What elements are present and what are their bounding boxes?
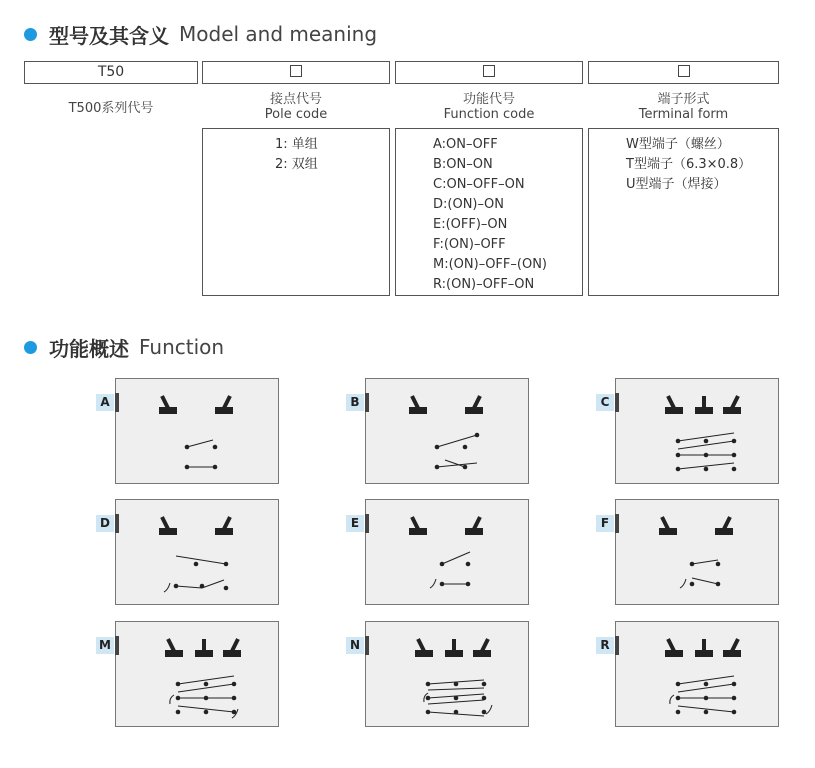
field-label-function-zh: 功能代号	[462, 92, 515, 107]
toggle-switch-icon	[165, 639, 183, 657]
bullet-dot-icon	[24, 28, 37, 41]
toggle-switch-icon	[409, 517, 427, 535]
placeholder-square-icon	[678, 65, 690, 77]
return-arrow-icon	[486, 705, 492, 714]
return-arrow-icon	[164, 583, 170, 592]
series-code: T50	[97, 64, 125, 80]
contact-line	[176, 586, 202, 588]
diagram-letter-tag: M	[96, 637, 114, 654]
contact-dot	[704, 710, 709, 715]
toggle-switch-icon	[445, 639, 463, 657]
contact-dot	[204, 710, 209, 715]
diagram-letter-tag: B	[346, 394, 364, 411]
toggle-switch-icon	[659, 517, 677, 535]
toggle-switch-icon	[465, 517, 483, 535]
field-label-terminal	[588, 92, 779, 122]
bullet-dot-icon	[24, 341, 37, 354]
field-label-terminal-en: Terminal form	[638, 107, 729, 122]
diagram-letter-tag: N	[346, 637, 364, 654]
diagram-panel-f	[600, 499, 779, 605]
toggle-switch-icon	[409, 396, 427, 414]
switch-diagram-a	[116, 379, 280, 485]
terminal-options-box	[588, 128, 779, 296]
contact-dot	[704, 682, 709, 687]
toggle-switch-icon	[665, 396, 683, 414]
contact-dot	[204, 682, 209, 687]
diagram-letter-tag: C	[596, 394, 614, 411]
terminal-option: U型端子（焊接）	[626, 177, 727, 192]
diagram-panel-b	[350, 378, 529, 484]
contact-dot	[676, 710, 681, 715]
field-label-series-zh: T500系列代号	[68, 101, 154, 116]
diagram-letter-tag: D	[96, 515, 114, 532]
diagram-panel-d	[100, 499, 279, 605]
diagram-letter-tag: E	[346, 515, 364, 532]
field-label-function	[395, 92, 583, 122]
contact-dot	[475, 433, 480, 438]
function-option: M:(ON)–OFF–(ON)	[433, 257, 547, 272]
diagram-panel-n	[349, 621, 529, 727]
placeholder-square-icon	[483, 65, 495, 77]
switch-diagram-f	[616, 500, 780, 606]
series-code-box	[24, 61, 198, 84]
function-title-en: Function	[139, 335, 225, 359]
diagram-panel-e	[350, 499, 529, 605]
contact-dot	[466, 562, 471, 567]
function-option: F:(ON)–OFF	[433, 237, 506, 252]
function-option: A:ON–OFF	[433, 137, 498, 152]
contact-line	[437, 435, 477, 447]
pole-option: 2: 双组	[275, 157, 318, 172]
toggle-switch-icon	[465, 396, 483, 414]
contact-dot	[213, 445, 218, 450]
diagram-letter-tag: F	[596, 515, 614, 532]
contact-line	[692, 578, 718, 584]
model-title-en: Model and meaning	[179, 22, 378, 46]
toggle-switch-icon	[695, 639, 713, 657]
function-option: C:ON–OFF–ON	[433, 177, 525, 192]
field-label-series	[24, 101, 198, 116]
contact-line	[428, 688, 484, 690]
toggle-switch-icon	[723, 396, 741, 414]
return-arrow-icon	[170, 695, 174, 704]
terminal-option: W型端子（螺丝）	[626, 137, 730, 152]
contact-dot	[224, 586, 229, 591]
terminal-option: T型端子（6.3×0.8）	[626, 157, 752, 172]
function-option: E:(OFF)–ON	[433, 217, 508, 232]
pole-code-box	[202, 61, 390, 84]
switch-diagram-r	[616, 622, 780, 728]
contact-line	[202, 580, 224, 588]
contact-line	[176, 556, 226, 564]
function-title-zh: 功能概述	[49, 336, 129, 361]
contact-dot	[732, 467, 737, 472]
toggle-switch-icon	[159, 517, 177, 535]
contact-dot	[176, 710, 181, 715]
contact-dot	[482, 710, 487, 715]
diagram-panel-a	[100, 378, 279, 484]
diagram-panel-c	[600, 378, 779, 484]
field-label-pole	[202, 92, 390, 122]
contact-line	[428, 700, 484, 704]
diagram-panel-m	[99, 621, 279, 727]
return-arrow-icon	[430, 579, 436, 588]
switch-diagram-e	[366, 500, 530, 606]
diagram-letter-tag: A	[96, 394, 114, 411]
contact-dot	[690, 582, 695, 587]
placeholder-square-icon	[290, 65, 302, 77]
model-section-header	[24, 22, 377, 46]
toggle-switch-icon	[223, 639, 241, 657]
switch-diagram-n	[366, 622, 530, 728]
toggle-switch-icon	[215, 396, 233, 414]
toggle-switch-icon	[695, 396, 713, 414]
field-label-pole-en: Pole code	[264, 107, 328, 122]
model-title-zh: 型号及其含义	[49, 23, 169, 48]
contact-line	[437, 463, 477, 467]
function-option: D:(ON)–ON	[433, 197, 504, 212]
terminal-code-box	[588, 61, 779, 84]
toggle-switch-icon	[665, 639, 683, 657]
toggle-switch-icon	[415, 639, 433, 657]
switch-diagram-c	[616, 379, 780, 485]
contact-dot	[716, 562, 721, 567]
toggle-switch-icon	[473, 639, 491, 657]
contact-line	[442, 552, 470, 564]
return-arrow-icon	[680, 579, 686, 588]
function-option: R:(ON)–OFF–ON	[433, 277, 535, 292]
diagram-letter-tag: R	[596, 637, 614, 654]
contact-dot	[463, 445, 468, 450]
field-label-function-en: Function code	[443, 107, 535, 122]
toggle-switch-icon	[195, 639, 213, 657]
contact-dot	[704, 439, 709, 444]
switch-diagram-b	[366, 379, 530, 485]
diagram-panel-r	[600, 621, 779, 727]
function-options-box	[395, 128, 583, 296]
toggle-switch-icon	[723, 639, 741, 657]
field-label-terminal-zh: 端子形式	[657, 92, 710, 107]
contact-dot	[482, 682, 487, 687]
contact-dot	[194, 562, 199, 567]
toggle-switch-icon	[215, 517, 233, 535]
function-code-box	[395, 61, 583, 84]
contact-line	[187, 440, 213, 447]
return-arrow-icon	[670, 695, 674, 704]
toggle-switch-icon	[159, 396, 177, 414]
pole-option: 1: 单组	[275, 137, 318, 152]
field-label-pole-zh: 接点代号	[269, 92, 322, 107]
pole-options-box	[202, 128, 390, 296]
function-section-header	[24, 335, 224, 359]
function-option: B:ON–ON	[433, 157, 493, 172]
contact-line	[692, 560, 718, 564]
switch-diagram-m	[116, 622, 280, 728]
switch-diagram-d	[116, 500, 280, 606]
toggle-switch-icon	[715, 517, 733, 535]
contact-dot	[704, 467, 709, 472]
